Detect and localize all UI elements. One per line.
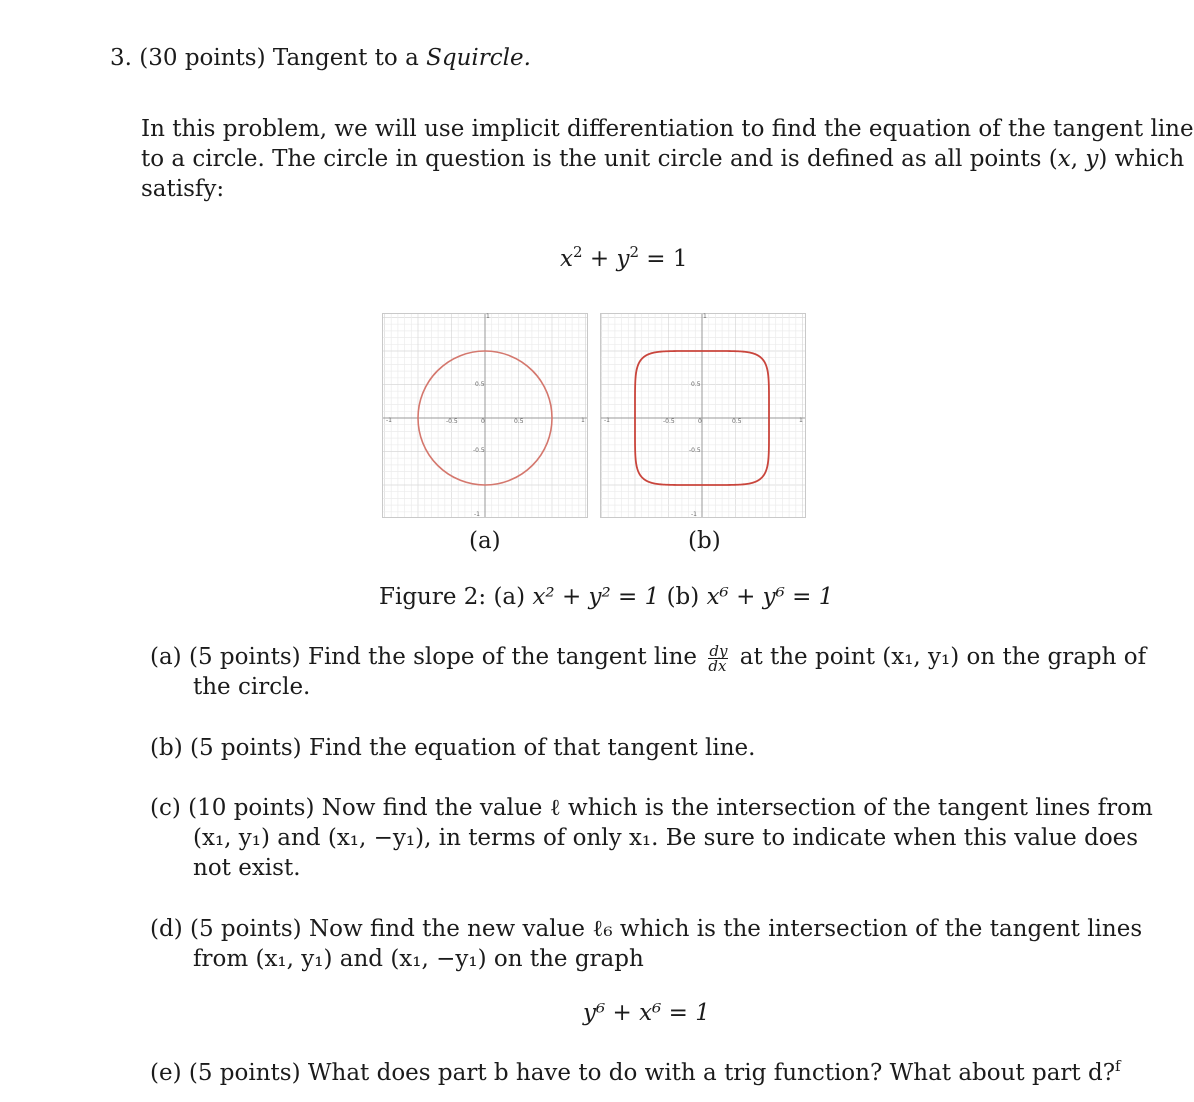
part-d-line-2: from (x₁, y₁) and (x₁, −y₁) on the graph bbox=[193, 946, 644, 972]
graph-b-tick-x0: 0 bbox=[698, 418, 702, 425]
part-d-equation: y⁶ + x⁶ = 1 bbox=[583, 1000, 710, 1026]
graph-a-tick-ymin: -1 bbox=[474, 511, 480, 518]
graph-b-label: (b) bbox=[688, 528, 721, 554]
graph-b-tick-xpos: 0.5 bbox=[732, 418, 742, 425]
graph-a-tick-ypos: 0.5 bbox=[475, 381, 485, 388]
intro-line-3: satisfy: bbox=[141, 176, 225, 202]
graph-b-tick-ymax: 1 bbox=[703, 313, 707, 320]
graph-b-tick-xmin: -1 bbox=[604, 417, 610, 424]
footnote-mark: f bbox=[1115, 1057, 1121, 1075]
graph-b-squircle bbox=[600, 313, 806, 518]
part-b-line-1: (b) (5 points) Find the equation of that tangent line. bbox=[150, 735, 756, 761]
graph-b-tick-xneg: -0.5 bbox=[663, 418, 675, 425]
graph-a-tick-yneg: -0.5 bbox=[473, 447, 485, 454]
graph-a-tick-xneg: -0.5 bbox=[446, 418, 458, 425]
problem-header bbox=[110, 43, 531, 73]
graph-a-circle bbox=[382, 313, 588, 518]
dy-dx-fraction: $\frac{dy}{dx}$ bbox=[708, 641, 728, 675]
graph-b-tick-ymin: -1 bbox=[691, 511, 697, 518]
graph-a-tick-xmax: 1 bbox=[581, 417, 585, 424]
part-c-line-1: (c) (10 points) Now find the value ℓ which is the intersection of the tangent lines from bbox=[150, 795, 1153, 821]
caption-eq-a: x² + y² = 1 bbox=[532, 584, 660, 610]
intro-line-1: In this problem, we will use implicit differentiation to find the equation of the tangent line bbox=[141, 116, 1194, 142]
part-a-line-1: (a) (5 points) Find the slope of the tangent line $\frac{dy}{dx}$ at the point (x₁, y₁) on the graph of bbox=[150, 641, 1147, 675]
graph-b-tick-xmax: 1 bbox=[799, 417, 803, 424]
graph-b-grid bbox=[601, 314, 805, 517]
part-e-line-1: (e) (5 points) What does part b have to do with a trig function? What about part d?$^f$ bbox=[150, 1057, 1121, 1086]
graph-a-tick-xmin: -1 bbox=[386, 417, 392, 424]
graph-a-label: (a) bbox=[469, 528, 501, 554]
intro-line-2: to a circle. The circle in question is the unit circle and is defined as all points (x, y) which bbox=[141, 146, 1185, 172]
part-c-line-3: not exist. bbox=[193, 855, 301, 881]
problem-number: 3. bbox=[110, 45, 132, 71]
graph-b-tick-yneg: -0.5 bbox=[689, 447, 701, 454]
part-d-line-1: (d) (5 points) Now find the new value ℓ₆ which is the intersection of the tangent lines bbox=[150, 916, 1143, 942]
figure-caption: Figure 2: (a) x² + y² = 1 (b) x⁶ + y⁶ = 1 bbox=[379, 584, 834, 610]
part-c-line-2: (x₁, y₁) and (x₁, −y₁), in terms of only x₁. Be sure to indicate when this value does bbox=[193, 825, 1139, 851]
caption-eq-b: x⁶ + y⁶ = 1 bbox=[706, 584, 834, 610]
graph-a-tick-x0: 0 bbox=[481, 418, 485, 425]
graph-b-tick-ypos: 0.5 bbox=[691, 381, 701, 388]
equation-circle: $x^2 + y^2 = 1$ bbox=[560, 243, 688, 272]
graph-a-tick-ymax: 1 bbox=[486, 313, 490, 320]
part-a-line-2: the circle. bbox=[193, 674, 311, 700]
problem-title: Tangent to a bbox=[272, 45, 419, 71]
problem-title-italic: Squircle. bbox=[426, 45, 531, 71]
graph-a-tick-xpos: 0.5 bbox=[514, 418, 524, 425]
problem-points: (30 points) bbox=[139, 45, 266, 71]
